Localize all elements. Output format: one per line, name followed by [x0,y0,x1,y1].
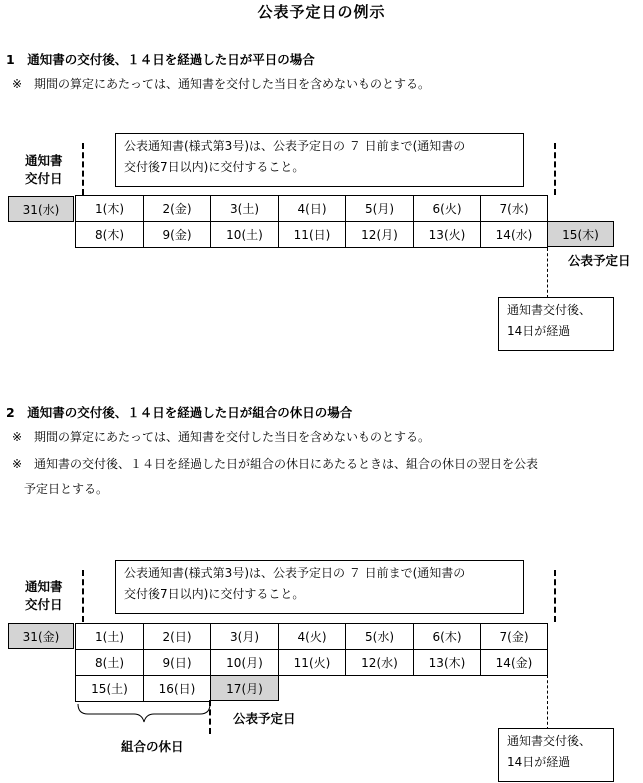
issue-date-label: 通知書 交付日 [25,579,63,612]
issue-date-label: 通知書 交付日 [25,153,63,186]
calendar-day-cell: 9(日) [143,649,211,676]
publish-date-label: 公表予定日 [233,711,296,726]
calendar-day-cell: 9(金) [143,221,211,248]
calendar-day-cell: 5(月) [345,195,414,222]
publish-date-marker [554,143,556,195]
calendar-day-cell: 16(日) [143,675,211,702]
info-box: 公表通知書(様式第3号)は、公表予定日の ７ 日前まで(通知書の 交付後7日以内)に交付すること。 [115,133,524,187]
calendar-day-cell: 10(月) [210,649,279,676]
issue-date-marker [82,570,84,622]
cutoff-marker [554,570,556,622]
holiday-label: 組合の休日 [121,739,184,754]
calendar-day-cell: 2(日) [143,623,211,650]
calendar-day-cell: 8(木) [75,221,144,248]
calendar-day-cell: 1(土) [75,623,144,650]
section-1-note: ※ 期間の算定にあたっては、通知書を交付した当日を含めないものとする。 [12,77,431,91]
calendar-day-cell: 3(土) [210,195,279,222]
publish-day-cell: 15(木) [547,221,614,247]
publish-date-label: 公表予定日 [568,253,631,268]
calendar-day-cell: 2(金) [143,195,211,222]
section-2-note: ※ 通知書の交付後、１４日を経過した日が組合の休日にあたるときは、組合の休日の翌日を公表 [12,457,539,471]
elapsed-marker [547,248,548,298]
section-1-heading: 1 通知書の交付後、１４日を経過した日が平日の場合 [6,52,315,67]
calendar-day-cell: 11(火) [278,649,346,676]
section-2-note: 予定日とする。 [24,482,109,496]
calendar-day-cell: 13(火) [413,221,481,248]
calendar-day-cell: 7(金) [480,623,548,650]
calendar-day-cell: 14(金) [480,649,548,676]
calendar-day-cell: 15(土) [75,675,144,702]
calendar-day-cell: 12(水) [345,649,414,676]
publish-day-cell: 17(月) [210,675,279,701]
calendar-day-cell: 7(水) [480,195,548,222]
calendar-day-cell: 8(土) [75,649,144,676]
calendar-day-cell: 3(月) [210,623,279,650]
elapsed-marker [547,675,548,730]
info-box: 公表通知書(様式第3号)は、公表予定日の ７ 日前まで(通知書の 交付後7日以内)に交付すること。 [115,560,524,614]
section-2-note: ※ 期間の算定にあたっては、通知書を交付した当日を含めないものとする。 [12,430,431,444]
calendar-day-cell: 11(日) [278,221,346,248]
issue-day-cell: 31(金) [8,623,74,649]
calendar-day-cell: 10(土) [210,221,279,248]
page-title: 公表予定日の例示 [257,3,386,21]
elapsed-box: 通知書交付後、 14日が経過 [498,728,614,782]
calendar-day-cell: 6(火) [413,195,481,222]
calendar-day-cell: 4(火) [278,623,346,650]
issue-date-marker [82,143,84,195]
issue-day-cell: 31(水) [8,196,74,222]
calendar-day-cell: 14(水) [480,221,548,248]
calendar-day-cell: 1(木) [75,195,144,222]
elapsed-box: 通知書交付後、 14日が経過 [498,297,614,351]
calendar-day-cell: 5(水) [345,623,414,650]
holiday-end-marker [209,700,211,734]
holiday-brace [76,700,212,726]
calendar-day-cell: 4(日) [278,195,346,222]
calendar-day-cell: 13(木) [413,649,481,676]
calendar-day-cell: 6(木) [413,623,481,650]
calendar-day-cell: 12(月) [345,221,414,248]
section-2-heading: 2 通知書の交付後、１４日を経過した日が組合の休日の場合 [6,405,353,420]
